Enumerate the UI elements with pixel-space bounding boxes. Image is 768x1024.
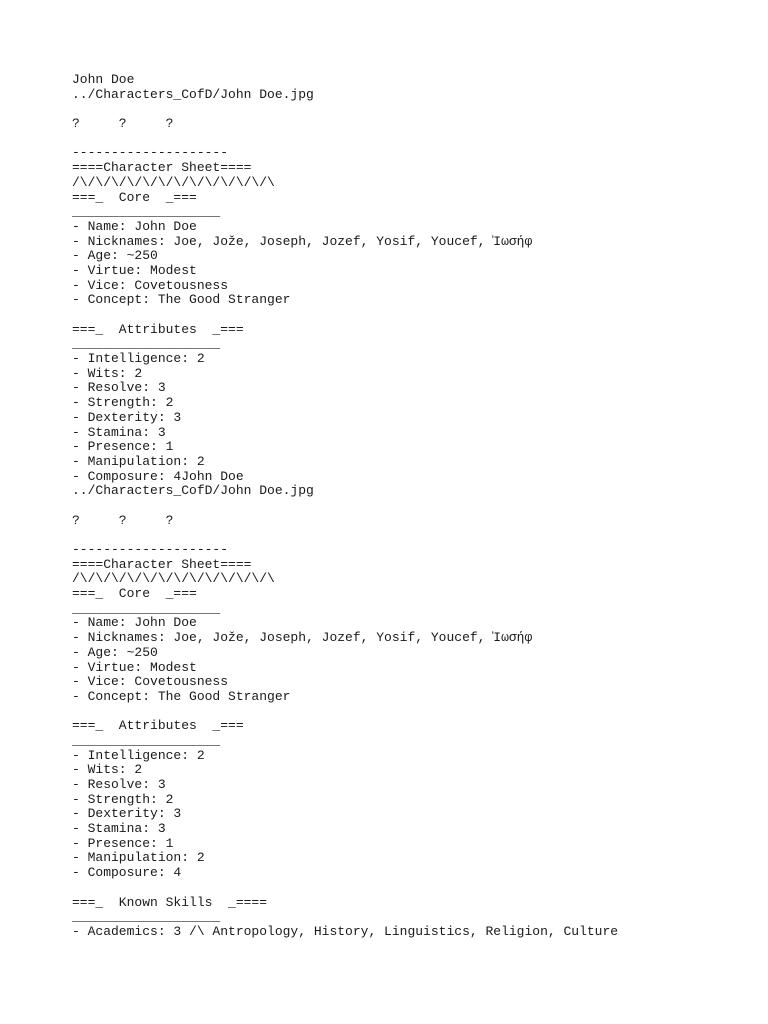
text-line: - Concept: The Good Stranger bbox=[72, 688, 291, 704]
text-line: - Name: John Doe bbox=[72, 615, 197, 631]
text-line: - Presence: 1 bbox=[72, 439, 174, 455]
blank-line bbox=[72, 132, 752, 147]
text-line: - Stamina: 3 bbox=[72, 424, 166, 440]
text-line: ===_ Attributes _=== bbox=[72, 321, 244, 337]
text-line: /\/\/\/\/\/\/\/\/\/\/\/\/\ bbox=[72, 174, 275, 190]
text-line: ===_ Core _=== bbox=[72, 189, 197, 205]
text-line: - Intelligence: 2 bbox=[72, 747, 205, 763]
text-line: ___________________ bbox=[72, 732, 221, 748]
text-line: John Doe bbox=[72, 72, 135, 87]
text-line: -------------------- bbox=[72, 145, 229, 161]
text-line: - Intelligence: 2 bbox=[72, 351, 205, 367]
text-line: - Composure: 4John Doe bbox=[72, 468, 244, 484]
text-line: - Virtue: Modest bbox=[72, 659, 197, 675]
text-line: ====Character Sheet==== bbox=[72, 160, 252, 176]
text-line: - Presence: 1 bbox=[72, 835, 174, 851]
text-line: - Stamina: 3 bbox=[72, 821, 166, 837]
text-line: ../Characters_CofD/John Doe.jpg bbox=[72, 483, 314, 499]
text-line: - Name: John Doe bbox=[72, 218, 197, 234]
text-line: ___________________ bbox=[72, 909, 221, 925]
text-line: - Wits: 2 bbox=[72, 365, 143, 381]
text-line: - Vice: Covetousness bbox=[72, 277, 229, 293]
text-line: ===_ Core _=== bbox=[72, 586, 197, 602]
text-line: - Nicknames: Joe, Jože, Joseph, Jozef, Yosif, Youcef, Ἰωσήφ bbox=[72, 630, 533, 646]
text-line: - Dexterity: 3 bbox=[72, 409, 182, 425]
text-line: ? ? ? bbox=[72, 512, 174, 528]
text-line: - Manipulation: 2 bbox=[72, 453, 205, 469]
text-line: - Vice: Covetousness bbox=[72, 674, 229, 690]
text-line: - Nicknames: Joe, Jože, Joseph, Jozef, Yosif, Youcef, Ἰωσήφ bbox=[72, 233, 533, 249]
text-line: ../Characters_CofD/John Doe.jpg bbox=[72, 86, 314, 102]
blank-line bbox=[72, 308, 752, 323]
blank-line bbox=[72, 102, 752, 117]
text-line: -------------------- bbox=[72, 542, 229, 557]
blank-line bbox=[72, 528, 752, 543]
text-line: ===_ Attributes _=== bbox=[72, 718, 244, 734]
text-line: - Composure: 4 bbox=[72, 865, 182, 881]
text-line: - Strength: 2 bbox=[72, 395, 174, 411]
text-line: - Age: ~250 bbox=[72, 644, 158, 660]
text-line: ___________________ bbox=[72, 600, 221, 616]
text-line: - Wits: 2 bbox=[72, 762, 143, 778]
text-line: ___________________ bbox=[72, 204, 221, 220]
blank-line bbox=[72, 705, 752, 720]
text-line: ? ? ? bbox=[72, 116, 174, 132]
text-line: - Resolve: 3 bbox=[72, 380, 166, 396]
text-line: ====Character Sheet==== bbox=[72, 556, 252, 572]
text-line: - Manipulation: 2 bbox=[72, 850, 205, 866]
text-line: ___________________ bbox=[72, 336, 221, 352]
text-line: - Concept: The Good Stranger bbox=[72, 292, 291, 308]
blank-line bbox=[72, 499, 752, 514]
text-line: ===_ Known Skills _==== bbox=[72, 894, 268, 910]
text-line: - Dexterity: 3 bbox=[72, 806, 182, 822]
text-line: - Age: ~250 bbox=[72, 248, 158, 264]
text-line: - Resolve: 3 bbox=[72, 777, 166, 792]
text-line: /\/\/\/\/\/\/\/\/\/\/\/\/\ bbox=[72, 571, 275, 587]
blank-line bbox=[72, 881, 752, 896]
text-line: - Academics: 3 /\ Antropology, History, Linguistics, Religion, Culture bbox=[72, 923, 619, 939]
text-line: - Virtue: Modest bbox=[72, 262, 197, 278]
text-line: - Strength: 2 bbox=[72, 791, 174, 807]
document-body bbox=[72, 73, 752, 940]
